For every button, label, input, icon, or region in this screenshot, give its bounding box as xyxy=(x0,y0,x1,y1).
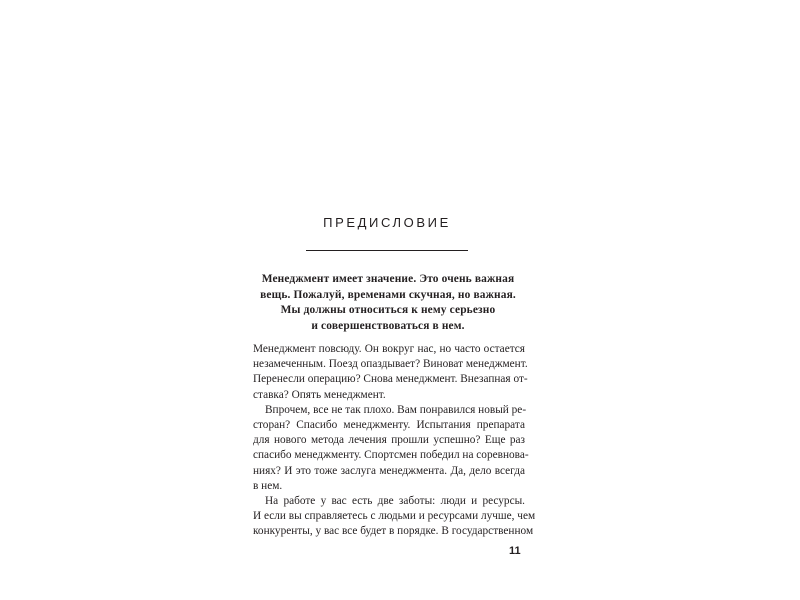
body-text xyxy=(253,342,536,539)
paragraph xyxy=(253,403,529,494)
text-line: И если вы справляетесь с людьми и ресурсами лучше, чем xyxy=(253,510,536,523)
lead-line: Менеджмент имеет значение. Это очень важная xyxy=(261,273,515,285)
text-line: На работе у вас есть две заботы: люди и ресурсы. xyxy=(265,494,525,507)
chapter-heading: ПРЕДИСЛОВИЕ xyxy=(323,215,451,230)
text-line: Впрочем, все не так плохо. Вам понравился новый ре- xyxy=(265,403,527,416)
text-line: ставка? Опять менеджмент. xyxy=(253,388,386,401)
lead-line: и совершенствоваться в нем. xyxy=(311,319,465,332)
paragraph xyxy=(253,342,528,403)
heading-divider xyxy=(306,250,468,251)
lead-line: Мы должны относиться к нему серьезно xyxy=(280,304,496,317)
lead-paragraph xyxy=(252,272,524,334)
text-line: спасибо менеджменту. Спортсмен победил на соревнова- xyxy=(253,449,529,462)
page-number: 11 xyxy=(509,545,521,557)
text-line: в нем. xyxy=(253,479,283,492)
text-line: для нового метода лечения прошли успешно? Еще раз xyxy=(253,434,525,447)
text-line: конкуренты, у вас все будет в порядке. В государственном xyxy=(253,525,534,538)
text-line: Перенесли операцию? Снова менеджмент. Внезапная от- xyxy=(253,373,528,386)
text-line: незамеченным. Поезд опаздывает? Виноват менеджмент. xyxy=(253,358,528,371)
lead-line: вещь. Пожалуй, временами скучная, но важная. xyxy=(260,288,516,301)
text-line: сторан? Спасибо менеджменту. Испытания препарата xyxy=(253,418,525,431)
paragraph xyxy=(253,494,536,540)
text-line: Менеджмент повсюду. Он вокруг нас, но часто остается xyxy=(253,343,525,355)
text-line: ниях? И это тоже заслуга менеджмента. Да, дело всегда xyxy=(253,464,525,477)
